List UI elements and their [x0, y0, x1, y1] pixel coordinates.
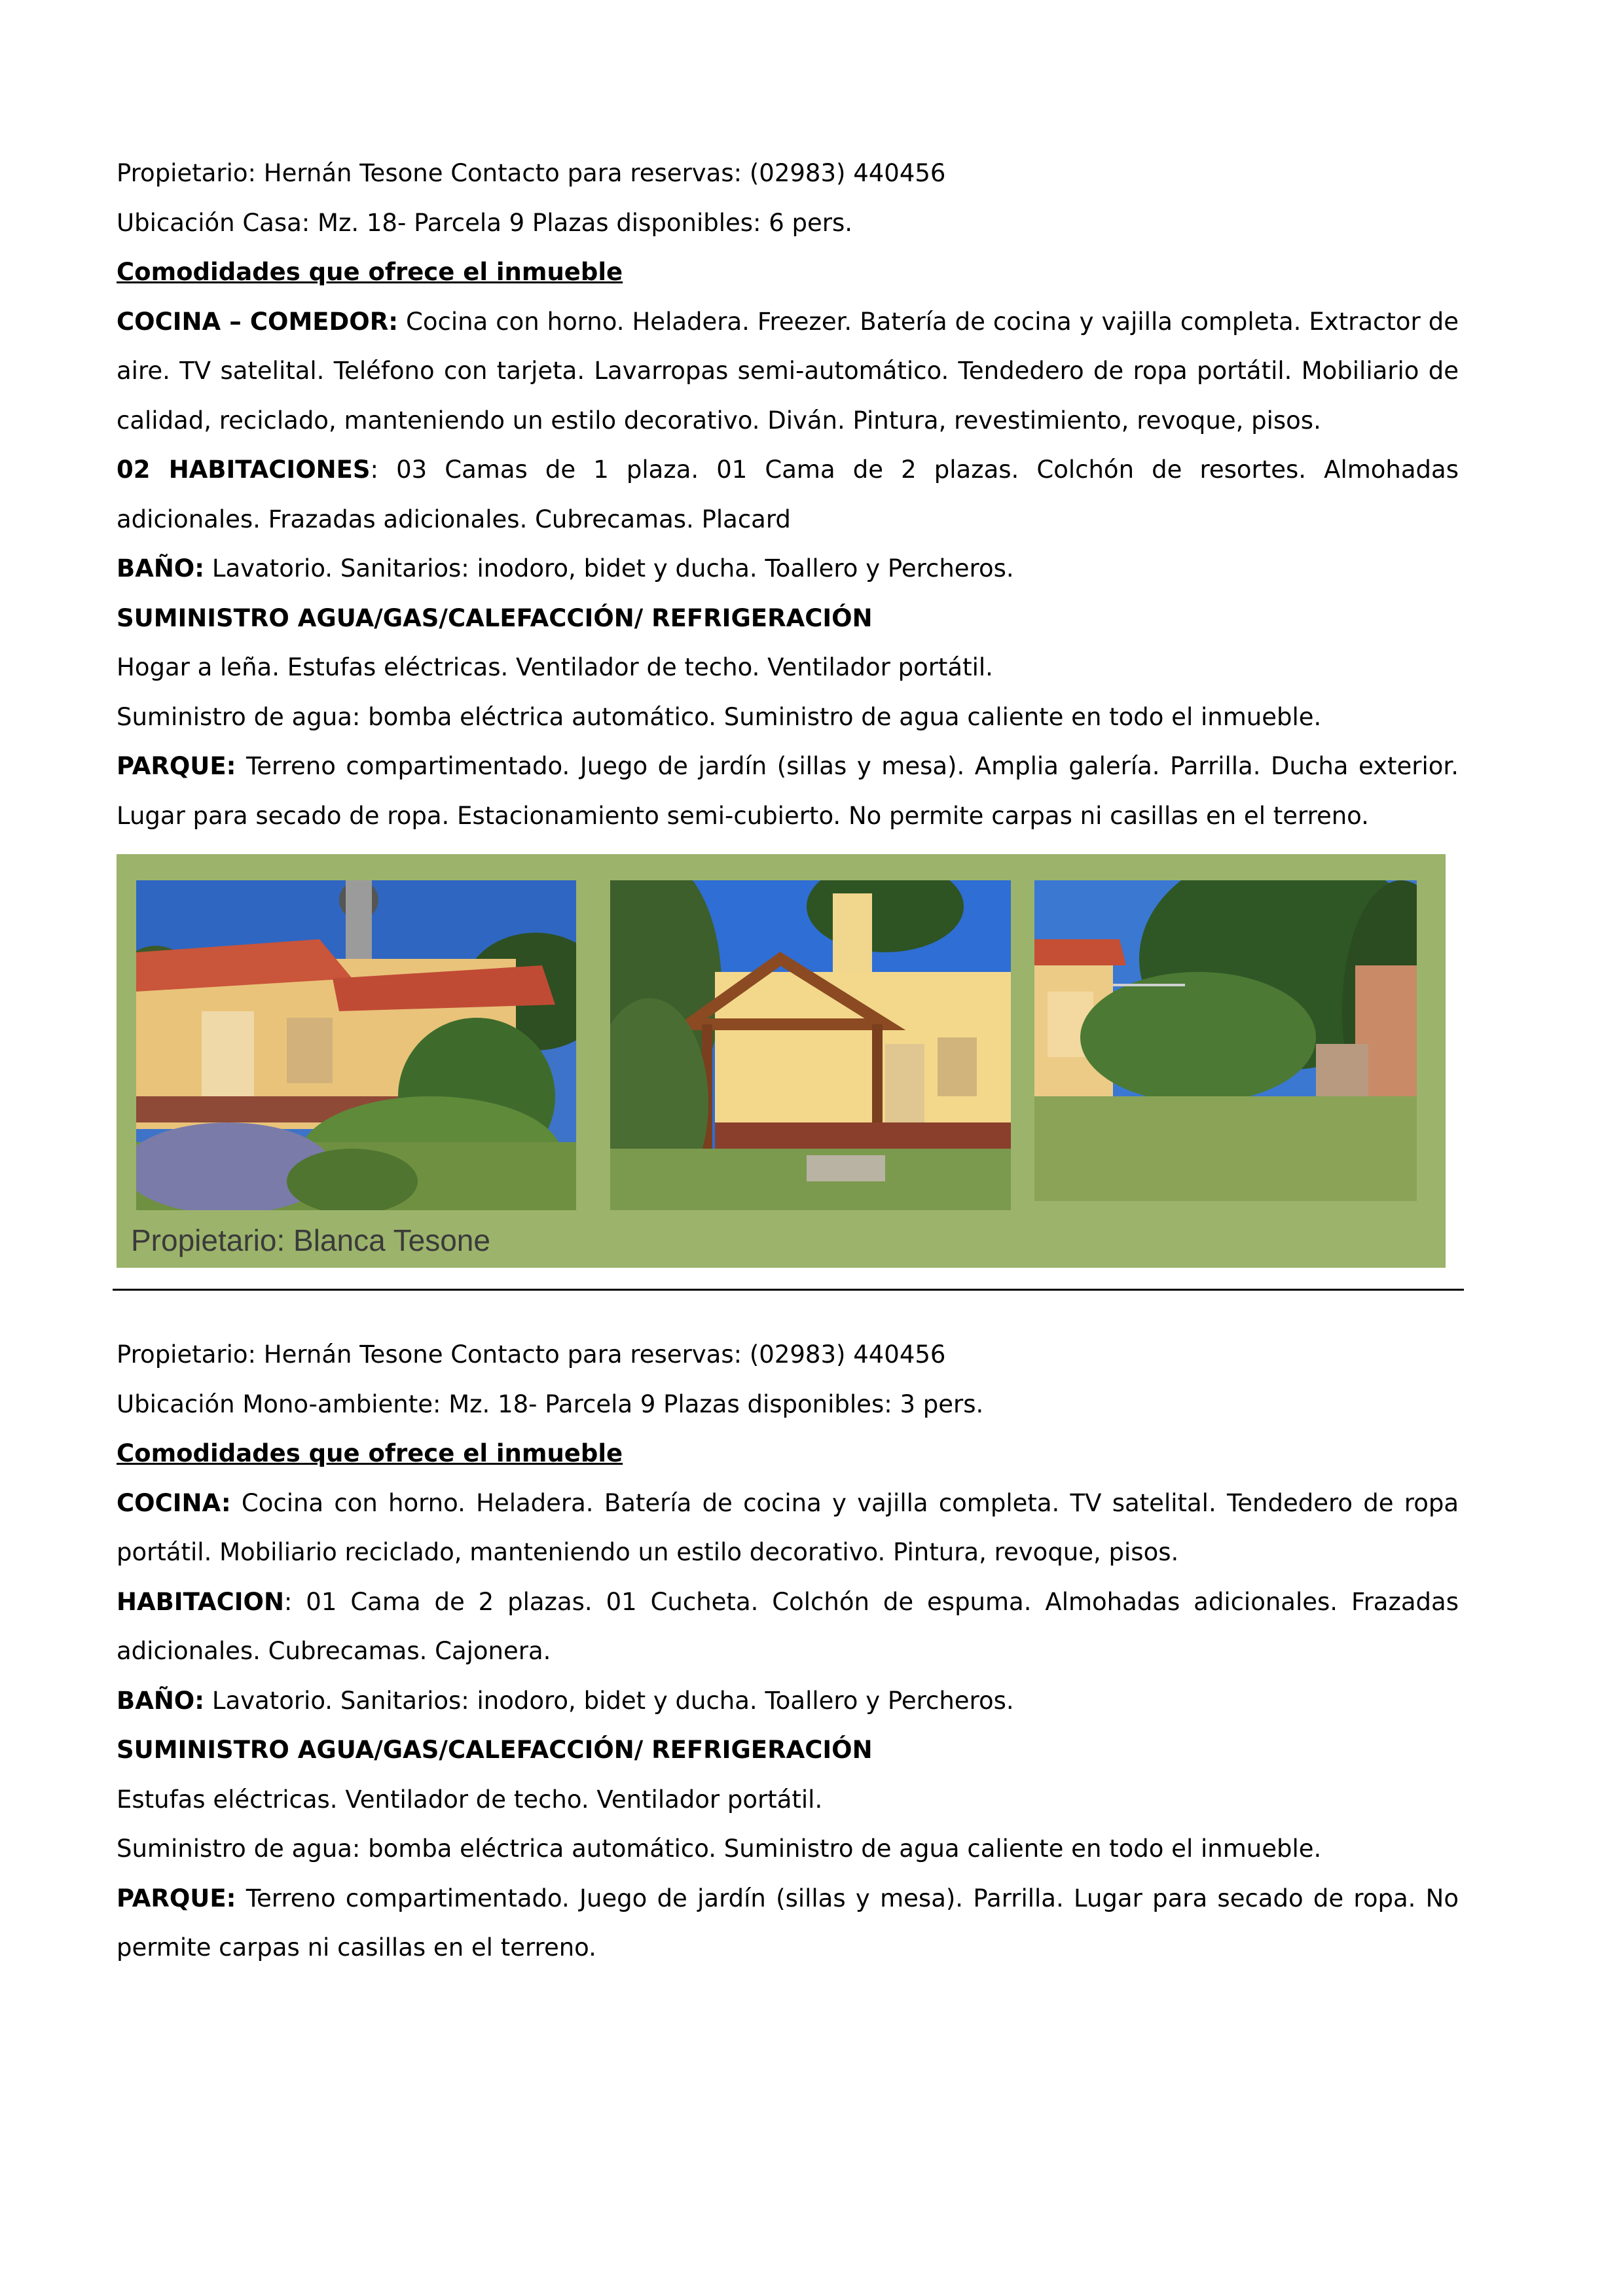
- amenities-heading: Comodidades que ofrece el inmueble: [117, 1439, 623, 1467]
- park-text: Terreno compartimentado. Juego de jardín (sillas y mesa). Parrilla. Lugar para secado de ropa. No permite carpas ni casillas en el terreno.: [117, 1884, 1459, 1962]
- bath-label: BAÑO:: [117, 1686, 205, 1715]
- park-paragraph: [117, 1874, 1459, 1973]
- rooms-paragraph: [117, 445, 1459, 544]
- rooms-text: : 01 Cama de 2 plazas. 01 Cucheta. Colchón de espuma. Almohadas adicionales. Frazadas adicionales. Cubrecamas. Cajonera.: [117, 1587, 1459, 1665]
- bath-label: BAÑO:: [117, 554, 205, 583]
- heating-text: Hogar a leña. Estufas eléctricas. Ventilador de techo. Ventilador portátil.: [117, 653, 993, 681]
- bath-text: Lavatorio. Sanitarios: inodoro, bidet y ducha. Toallero y Percheros.: [204, 1686, 1014, 1715]
- rooms-text: : 03 Camas de 1 plaza. 01 Cama de 2 plazas. Colchón de resortes. Almohadas adicionales. Frazadas adicionales. Cubrecamas. Placard: [117, 456, 1459, 533]
- kitchen-text: Cocina con horno. Heladera. Freezer. Batería de cocina y vajilla completa. Extractor de aire. TV satelital. Teléfono con tarjeta. Lavarropas semi-automático. Tendedero de ropa portátil. Mobiliario de calidad, reciclado, manteniendo un estilo decorativo. Diván. Pintura, revestimiento, revoque, pisos.: [117, 307, 1459, 435]
- bath-paragraph: [117, 1676, 1459, 1726]
- amenities-heading: Comodidades que ofrece el inmueble: [117, 258, 623, 286]
- bath-text: Lavatorio. Sanitarios: inodoro, bidet y ducha. Toallero y Percheros.: [204, 554, 1014, 583]
- location-line: Ubicación Casa: Mz. 18- Parcela 9 Plazas disponibles: 6 pers.: [117, 208, 853, 237]
- rooms-label: HABITACION: [117, 1587, 284, 1616]
- water-text: Suministro de agua: bomba eléctrica automático. Suministro de agua caliente en todo el inmueble.: [117, 702, 1322, 731]
- section-divider: [113, 1289, 1464, 1291]
- rooms-paragraph: [117, 1577, 1459, 1676]
- kitchen-label: COCINA – COMEDOR:: [117, 307, 399, 336]
- water-text: Suministro de agua: bomba eléctrica automático. Suministro de agua caliente en todo el inmueble.: [117, 1835, 1322, 1863]
- house-porch-photo: [610, 880, 1011, 1210]
- photo-caption: Propietario: Blanca Tesone: [131, 1223, 490, 1257]
- photo-strip: [117, 854, 1446, 1268]
- park-label: PARQUE:: [117, 752, 236, 780]
- park-label: PARQUE:: [117, 1884, 236, 1912]
- garden-grill-photo: [1034, 880, 1417, 1201]
- kitchen-paragraph: [117, 297, 1459, 446]
- rooms-label: 02 HABITACIONES: [117, 456, 371, 484]
- owner-line: Propietario: Hernán Tesone Contacto para reservas: (02983) 440456: [117, 159, 946, 187]
- park-text: Terreno compartimentado. Juego de jardín (sillas y mesa). Amplia galería. Parrilla. Ducha exterior. Lugar para secado de ropa. Estacionamiento semi-cubierto. No permite carpas ni casillas en el terreno.: [117, 752, 1459, 830]
- location-line: Ubicación Mono-ambiente: Mz. 18- Parcela 9 Plazas disponibles: 3 pers.: [117, 1390, 984, 1418]
- kitchen-label: COCINA:: [117, 1488, 231, 1517]
- heating-text: Estufas eléctricas. Ventilador de techo. Ventilador portátil.: [117, 1785, 823, 1814]
- listing-2: [117, 1330, 1459, 1973]
- listing-1: [117, 149, 1459, 840]
- house-front-photo: [136, 880, 576, 1210]
- bath-paragraph: [117, 544, 1459, 594]
- park-paragraph: [117, 742, 1459, 840]
- kitchen-paragraph: [117, 1479, 1459, 1577]
- supply-heading: SUMINISTRO AGUA/GAS/CALEFACCIÓN/ REFRIGERACIÓN: [117, 603, 873, 632]
- supply-heading: SUMINISTRO AGUA/GAS/CALEFACCIÓN/ REFRIGERACIÓN: [117, 1736, 873, 1764]
- kitchen-text: Cocina con horno. Heladera. Batería de cocina y vajilla completa. TV satelital. Tendedero de ropa portátil. Mobiliario reciclado, manteniendo un estilo decorativo. Pintura, revoque, pisos.: [117, 1488, 1459, 1566]
- owner-line: Propietario: Hernán Tesone Contacto para reservas: (02983) 440456: [117, 1340, 946, 1369]
